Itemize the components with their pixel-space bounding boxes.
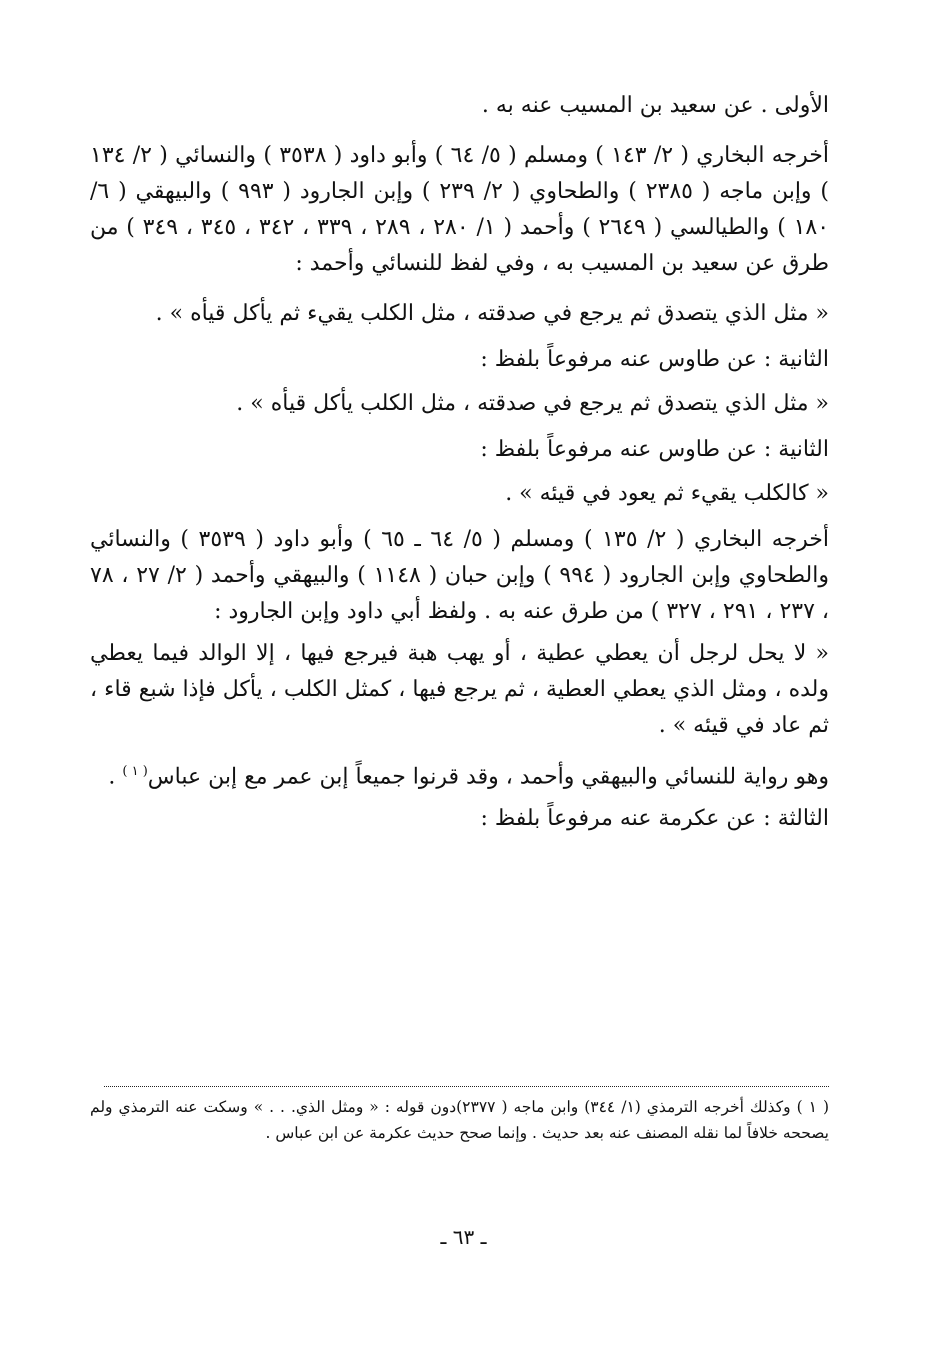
paragraph-riwaya: وهو رواية للنسائي والبيهقي وأحمد ، وقد قرنوا جميعاً إبن عمر مع إبن عباس$^{( ١ )}$ .: [108, 764, 829, 790]
heading-second-narration: الثانية : عن طاوس عنه مرفوعاً بلفظ :: [480, 347, 829, 372]
main-text: [90, 88, 829, 845]
footnote-reference[interactable]: ( ١ ): [122, 764, 148, 779]
page-number: ـ ٦٣ ـ: [440, 1225, 487, 1249]
footnote: [90, 1094, 829, 1146]
heading-second-narration-repeat: الثانية : عن طاوس عنه مرفوعاً بلفظ :: [480, 437, 829, 462]
heading-third-narration: الثالثة : عن عكرمة عنه مرفوعاً بلفظ :: [480, 806, 829, 832]
footnote-text: ( ١ ) وكذلك أخرجه الترمذي (١/ ٣٤٤) وابن ماجه ( ٢٣٧٧)دون قوله : « ومثل الذي. . . » وسكت عنه الترمذي ولم يصححه خلافاً لما نقله المصنف عنه بعد حديث . وإنما صحح حديث عكرمة عن ابن عباس .: [90, 1098, 829, 1142]
hadith-quote-1: « مثل الذي يتصدق ثم يرجع في صدقته ، مثل الكلب يقيء ثم يأكل قيأه » .: [155, 301, 829, 326]
hadith-quote-2: « مثل الذي يتصدق ثم يرجع في صدقته ، مثل الكلب يأكل قيأه » .: [236, 391, 829, 416]
hadith-quote-3: « كالكلب يقيء ثم يعود في قيئه » .: [505, 481, 829, 506]
footnote-divider: [104, 1086, 829, 1087]
paragraph-riwaya-text: وهو رواية للنسائي والبيهقي وأحمد ، وقد قرنوا جميعاً إبن عمر مع إبن عباس: [147, 764, 829, 790]
hadith-quote-4: « لا يحل لرجل أن يعطي عطية ، أو يهب هبة فيرجع فيها ، إلا الوالد فيما يعطي ولده ، ومثل الذي يعطي العطية ، ثم يرجع فيها ، كمثل الكلب ، يأكل فإذا شبع قاء ، ثم عاد في قيئه » .: [90, 641, 829, 738]
paragraph-first-narration: الأولى . عن سعيد بن المسيب عنه به .: [481, 93, 829, 118]
paragraph-takhrij-1: أخرجه البخاري ( ٢/ ١٤٣ ) ومسلم ( ٥/ ٦٤ ) وأبو داود ( ٣٥٣٨ ) والنسائي ( ٢/ ١٣٤ ) وإبن ماجه ( ٢٣٨٥ ) والطحاوي ( ٢/ ٢٣٩ ) وإبن الجارود ( ٩٩٣ ) والبيهقي ( ٦/ ١٨٠ ) والطيالسي ( ٢٦٤٩ ) وأحمد ( ١/ ٢٨٠ ، ٢٨٩ ، ٣٣٩ ، ٣٤٢ ، ٣٤٥ ، ٣٤٩ ) من طرق عن سعيد بن المسيب به ، وفي لفظ للنسائي وأحمد :: [90, 143, 830, 276]
paragraph-takhrij-2: أخرجه البخاري ( ٢/ ١٣٥ ) ومسلم ( ٥/ ٦٤ ـ ٦٥ ) وأبو داود ( ٣٥٣٩ ) والنسائي والطحاوي وإبن الجارود ( ٩٩٤ ) وإبن حبان ( ١١٤٨ ) والبيهقي وأحمد ( ٢/ ٢٧ ، ٧٨ ، ٢٣٧ ، ٢٩١ ، ٣٢٧ ) من طرق عنه به . ولفظ أبي داود وإبن الجارود :: [90, 527, 829, 624]
